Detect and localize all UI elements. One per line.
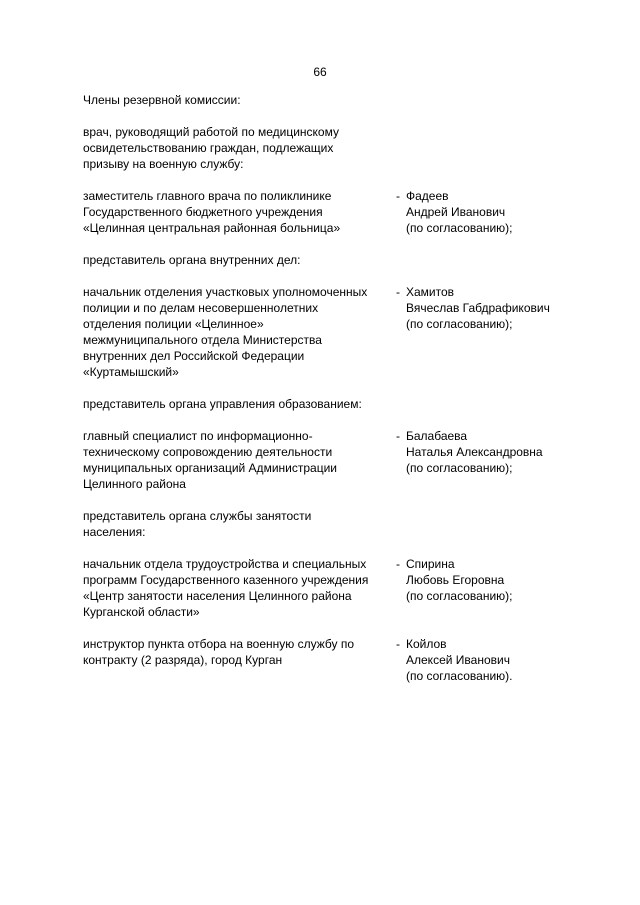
name-line: Андрей Иванович	[406, 205, 506, 219]
name-line: (по согласованию);	[406, 221, 513, 235]
name-line: (по согласованию);	[406, 461, 513, 475]
section-heading-line: призыву на военную службу:	[83, 157, 244, 171]
name-line: Алексей Иванович	[406, 653, 510, 667]
position-line: контракту (2 разряда), город Курган	[83, 653, 283, 667]
position-line: «Куртамышский»	[83, 365, 179, 379]
member-name	[406, 636, 573, 684]
member-dash: -	[396, 637, 400, 651]
position-line: начальник отделения участковых уполномоченных	[83, 285, 368, 299]
member-position	[83, 556, 396, 620]
position-line: внутренних дел Российской Федерации	[83, 349, 305, 363]
position-line: полиции и по делам несовершеннолетних	[83, 301, 319, 315]
name-line: (по согласованию);	[406, 317, 513, 331]
section-heading-line: врач, руководящий работой по медицинскому	[83, 125, 339, 139]
member-row	[83, 556, 573, 620]
member-row	[83, 188, 573, 236]
section-heading	[83, 508, 573, 540]
position-line: инструктор пункта отбора на военную службу по	[83, 637, 355, 651]
name-line: Хамитов	[406, 285, 455, 299]
page-number: 66	[313, 65, 327, 79]
member-person	[396, 428, 573, 492]
section-heading-line: представитель органа управления образованием:	[83, 397, 362, 411]
member-row	[83, 284, 573, 380]
position-line: муниципальных организаций Администрации	[83, 461, 337, 475]
member-dash: -	[396, 285, 400, 299]
position-line: «Целинная центральная районная больница»	[83, 221, 341, 235]
name-line: Фадеев	[406, 189, 449, 203]
position-line: Целинного района	[83, 477, 186, 491]
section-heading-line: представитель органа внутренних дел:	[83, 253, 301, 267]
position-line: Государственного бюджетного учреждения	[83, 205, 323, 219]
name-line: Спирина	[406, 557, 455, 571]
position-line: «Центр занятости населения Целинного района	[83, 589, 352, 603]
name-line: Любовь Егоровна	[406, 573, 505, 587]
member-position	[83, 636, 396, 684]
position-line: главный специалист по информационно-	[83, 429, 313, 443]
name-line: Наталья Александровна	[406, 445, 543, 459]
member-name	[406, 428, 573, 492]
document-body	[83, 92, 573, 700]
member-name	[406, 188, 573, 236]
member-position	[83, 188, 396, 236]
name-line: (по согласованию).	[406, 669, 513, 683]
position-line: техническому сопровождению деятельности	[83, 445, 333, 459]
member-name	[406, 284, 573, 380]
member-name	[406, 556, 573, 620]
position-line: межмуниципального отдела Министерства	[83, 333, 322, 347]
name-line: Койлов	[406, 637, 447, 651]
position-line: заместитель главного врача по поликлинике	[83, 189, 332, 203]
position-line: программ Государственного казенного учреждения	[83, 573, 369, 587]
section-heading	[83, 124, 573, 172]
member-person	[396, 636, 573, 684]
member-person	[396, 188, 573, 236]
member-person	[396, 284, 573, 380]
member-dash: -	[396, 557, 400, 571]
section-heading-line: представитель органа службы занятости	[83, 509, 312, 523]
member-position	[83, 284, 396, 380]
member-dash: -	[396, 189, 400, 203]
name-line: (по согласованию);	[406, 589, 513, 603]
section-heading-line: освидетельствованию граждан, подлежащих	[83, 141, 334, 155]
reserve-commission-heading: Члены резервной комиссии:	[83, 93, 241, 107]
position-line: начальник отдела трудоустройства и специальных	[83, 557, 367, 571]
name-line: Вячеслав Габдрафикович	[406, 301, 550, 315]
member-row	[83, 636, 573, 684]
section-heading	[83, 252, 573, 268]
position-line: отделения полиции «Целинное»	[83, 317, 264, 331]
section-heading	[83, 396, 573, 412]
member-position	[83, 428, 396, 492]
member-dash: -	[396, 429, 400, 443]
member-row	[83, 428, 573, 492]
name-line: Балабаева	[406, 429, 468, 443]
member-person	[396, 556, 573, 620]
position-line: Курганской области»	[83, 605, 200, 619]
section-heading-line: населения:	[83, 525, 146, 539]
